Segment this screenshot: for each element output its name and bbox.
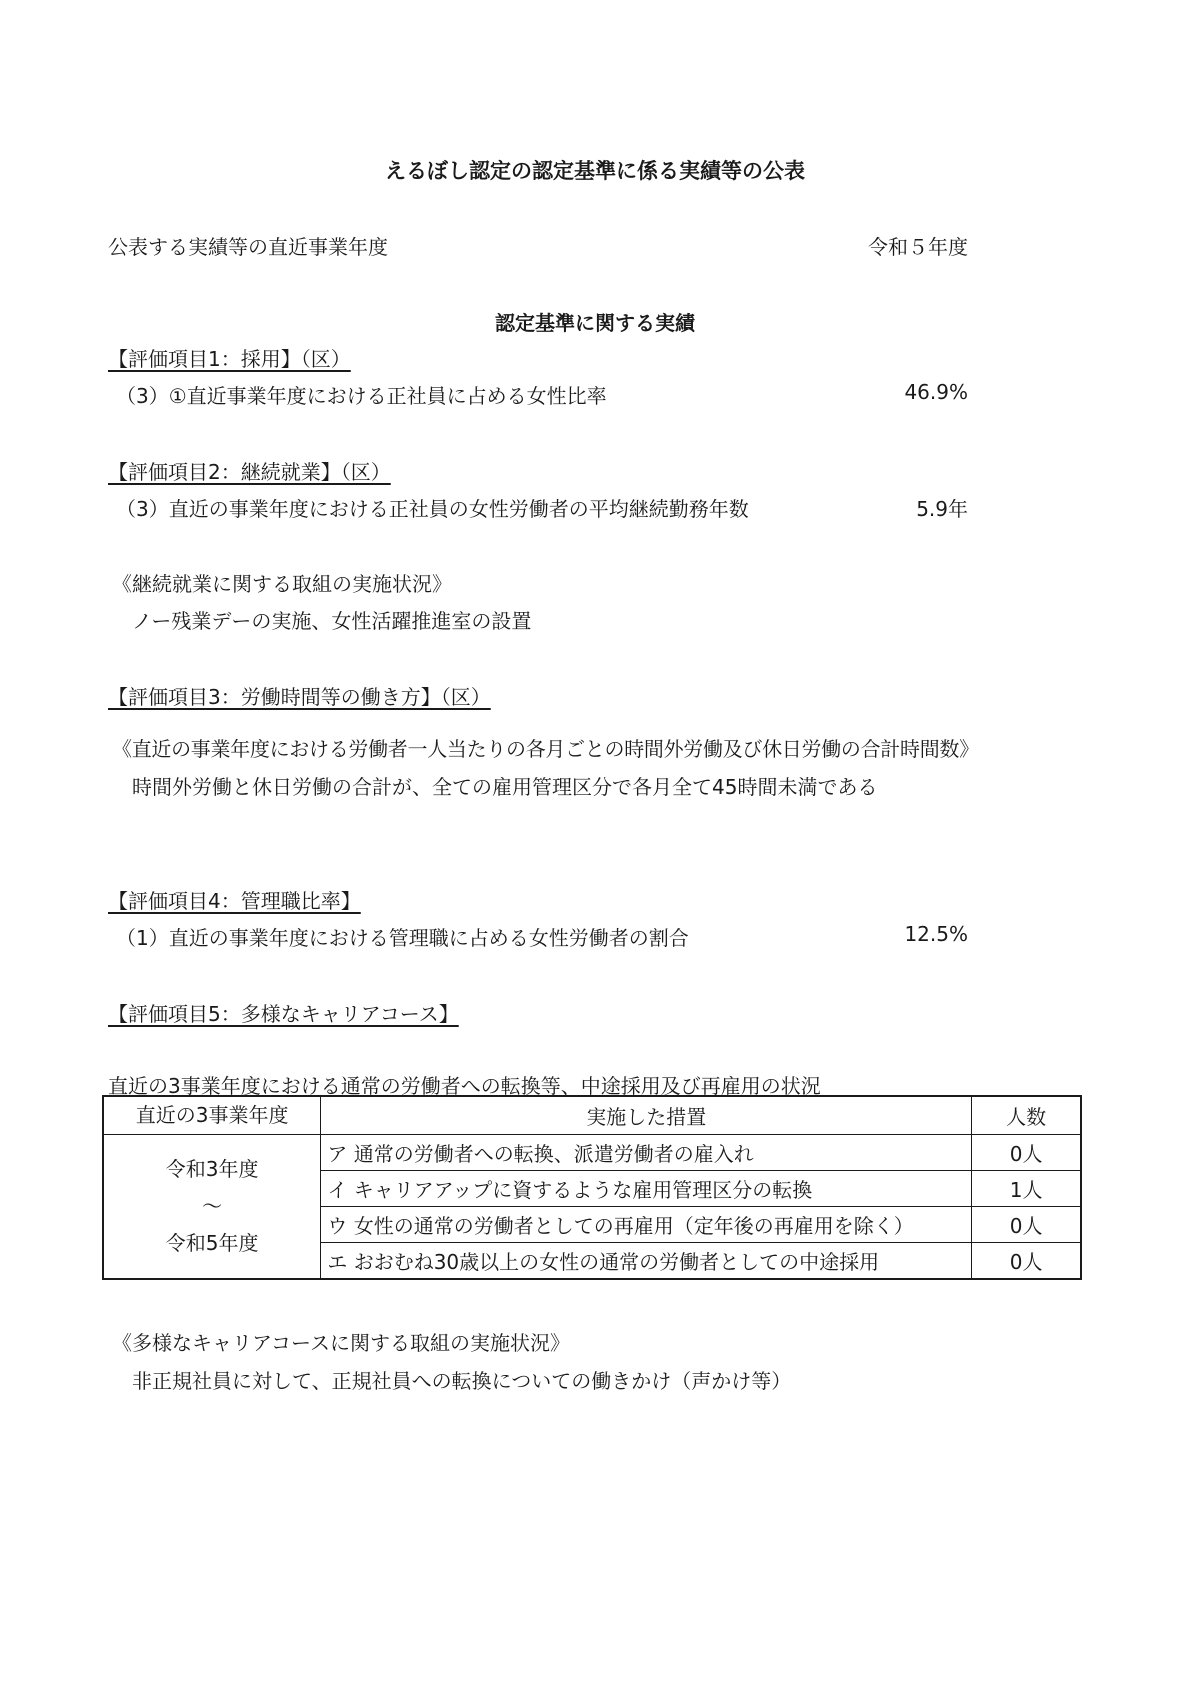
item2-heading: 【評価項目2：継続就業】（区） — [108, 460, 391, 484]
career-course-table — [102, 1095, 1082, 1280]
item2-initiatives-heading: 《継続就業に関する取組の実施状況》 — [112, 572, 452, 596]
count-cell: 0人 — [972, 1207, 1081, 1243]
table-row — [103, 1135, 1081, 1171]
table-caption: 直近の3事業年度における通常の労働者への転換等、中途採用及び再雇用の状況 — [108, 1074, 821, 1098]
item4-value: 12.5% — [904, 922, 968, 946]
header-period: 直近の3事業年度 — [103, 1096, 321, 1135]
item2-line: （3）直近の事業年度における正社員の女性労働者の平均継続勤務年数 — [116, 497, 749, 521]
count-cell: 0人 — [972, 1243, 1081, 1280]
item5-initiatives-text: 非正規社員に対して、正規社員への転換についての働きかけ（声かけ等） — [132, 1369, 792, 1393]
item3-sub-heading: 《直近の事業年度における労働者一人当たりの各月ごとの時間外労働及び休日労働の合計時間数》 — [112, 737, 979, 761]
period-to: 令和5年度 — [165, 1231, 259, 1255]
item5-heading: 【評価項目5：多様なキャリアコース】 — [108, 1002, 459, 1026]
header-count: 人数 — [972, 1096, 1081, 1135]
item3-text: 時間外労働と休日労働の合計が、全ての雇用管理区分で各月全て45時間未満である — [132, 775, 878, 799]
item4-heading: 【評価項目4：管理職比率】 — [108, 889, 361, 913]
item2-value: 5.9年 — [916, 497, 968, 521]
period-from: 令和3年度 — [165, 1157, 259, 1181]
item5-initiatives-heading: 《多様なキャリアコースに関する取組の実施状況》 — [112, 1331, 570, 1355]
header-measure: 実施した措置 — [321, 1096, 972, 1135]
measure-cell: ア 通常の労働者への転換、派遣労働者の雇入れ — [321, 1135, 972, 1171]
item2-initiatives-text: ノー残業デーの実施、女性活躍推進室の設置 — [132, 609, 532, 633]
item1-heading: 【評価項目1：採用】（区） — [108, 347, 351, 371]
item1-value: 46.9% — [904, 380, 968, 404]
count-cell: 0人 — [972, 1135, 1081, 1171]
item4-line: （1）直近の事業年度における管理職に占める女性労働者の割合 — [116, 926, 689, 950]
fiscal-year-label: 公表する実績等の直近事業年度 — [108, 235, 388, 259]
count-cell: 1人 — [972, 1171, 1081, 1207]
period-cell — [103, 1135, 321, 1280]
measure-cell: ウ 女性の通常の労働者としての再雇用（定年後の再雇用を除く） — [321, 1207, 972, 1243]
measure-cell: イ キャリアアップに資するような雇用管理区分の転換 — [321, 1171, 972, 1207]
item3-heading: 【評価項目3：労働時間等の働き方】（区） — [108, 685, 491, 709]
fiscal-year-value: 令和５年度 — [868, 235, 968, 259]
item1-line: （3）①直近事業年度における正社員に占める女性比率 — [116, 384, 607, 408]
measure-cell: エ おおむね30歳以上の女性の通常の労働者としての中途採用 — [321, 1243, 972, 1280]
section-heading: 認定基準に関する実績 — [495, 311, 695, 335]
table-header-row — [103, 1096, 1081, 1135]
page-title: えるぼし認定の認定基準に係る実績等の公表 — [385, 159, 805, 183]
period-sep: ～ — [202, 1194, 223, 1218]
